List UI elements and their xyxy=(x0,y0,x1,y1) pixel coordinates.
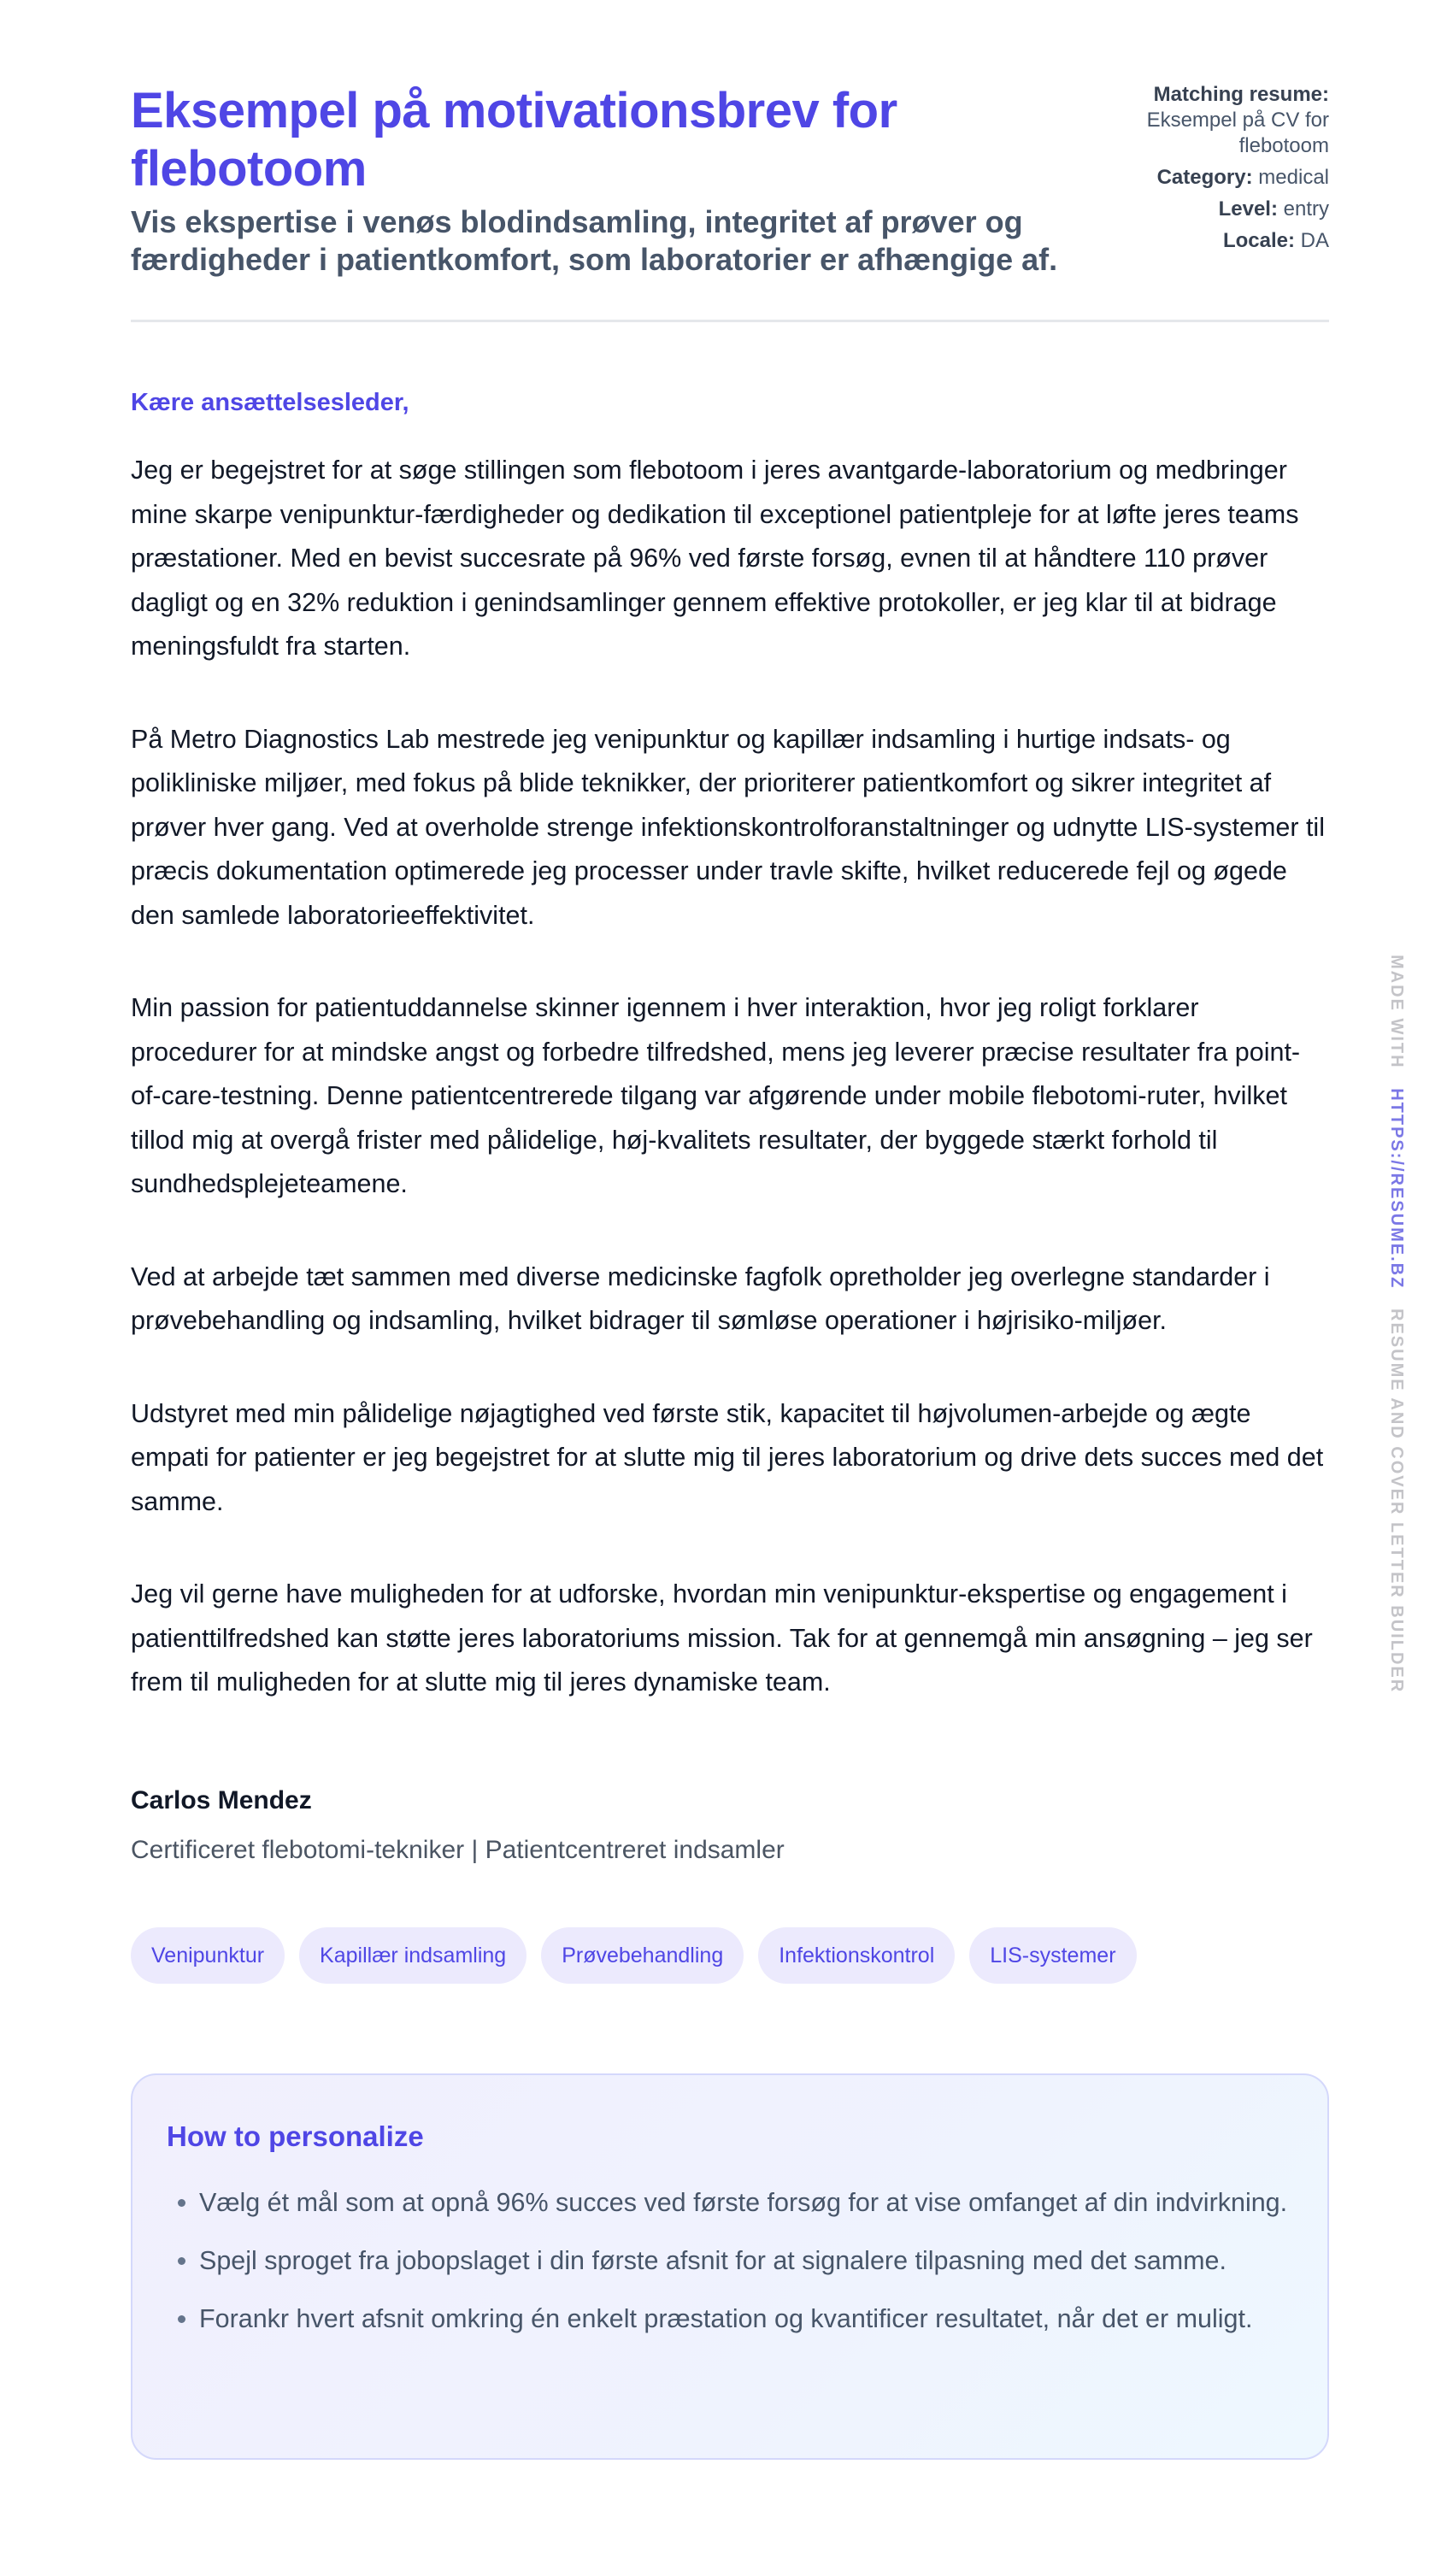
watermark-link[interactable]: HTTPS://RESUME.BZ xyxy=(1387,1088,1406,1290)
meta-locale xyxy=(1073,228,1329,254)
meta-matching-resume xyxy=(1073,82,1329,159)
skill-chips xyxy=(131,1927,1329,1984)
page-subtitle: Vis ekspertise i venøs blodindsamling, integritet af prøver og færdigheder i patientkomfort, som laboratorier er afhængige af. xyxy=(131,204,1058,277)
personalize-tips-box xyxy=(131,2073,1329,2460)
letter-paragraph: Jeg vil gerne have muligheden for at udforske, hvordan min venipunktur-ekspertise og engagement i patienttilfredshed kan støtte jeres laboratoriums mission. Tak for at gennemgå min ansøgning – jeg ser frem til muligheden for at slutte mig til jeres dynamiske team. xyxy=(131,1579,1313,1697)
tip-item: • Spejl sproget fra jobopslaget i din første afsnit for at signalere tilpasning med det samme. xyxy=(199,2239,1293,2283)
signature-tagline: Certificeret flebotomi-tekniker | Patientcentreret indsamler xyxy=(131,1835,785,1864)
watermark-prefix: MADE WITH xyxy=(1387,955,1406,1069)
cover-letter-page xyxy=(131,82,1329,2460)
tip-item: • Vælg ét mål som at opnå 96% succes ved første forsøg for at vise omfanget af din indvirkning. xyxy=(199,2181,1293,2225)
meta-label: Category: xyxy=(1156,166,1253,189)
meta-label: Level: xyxy=(1218,197,1278,221)
letter-greeting: Kære ansættelsesleder, xyxy=(131,389,409,416)
tips-list xyxy=(167,2181,1293,2341)
page-header xyxy=(131,82,1329,279)
letter-paragraph: Ved at arbejde tæt sammen med diverse medicinske fagfolk opretholder jeg overlegne standarder i prøvebehandling og indsamling, hvilket bidrager til sømløse operationer i højrisiko-miljøer. xyxy=(131,1262,1270,1335)
letter-paragraph: Min passion for patientuddannelse skinner igennem i hver interaktion, hvor jeg roligt forklarer procedurer for at mindske angst og forbedre tilfredshed, mens jeg leverer præcise resultater fra point-of-care-testning. Denne patientcentrerede tilgang var afgørende under mobile flebotomi-ruter, hvilket tillod mig at overgå frister med pålidelige, høj-kvalitets resultater, der byggede stærkt forhold til sundhedsplejeteamene. xyxy=(131,993,1301,1198)
meta-value: DA xyxy=(1300,229,1329,252)
letter-paragraph: Jeg er begejstret for at søge stillingen som flebotoom i jeres avantgarde-laboratorium og medbringer mine skarpe venipunktur-færdigheder og dedikation til exceptionel patientpleje for at løfte jeres teams præstationer. Med en bevist succesrate på 96% ved første forsøg, evnen til at håndtere 110 prøver dagligt og en 32% reduktion i genindsamlinger gennem effektive protokoller, er jeg klar til at bidrage meningsfuldt fra starten. xyxy=(131,456,1299,661)
meta-panel xyxy=(1073,82,1329,260)
meta-value: entry xyxy=(1283,197,1329,221)
tips-title: How to personalize xyxy=(167,2120,424,2152)
header-divider xyxy=(131,320,1329,322)
watermark-suffix: RESUME AND COVER LETTER BUILDER xyxy=(1387,1309,1406,1694)
skill-chip: Venipunktur xyxy=(131,1927,285,1984)
header-titles xyxy=(131,82,1062,279)
letter-paragraph: Udstyret med min pålidelige nøjagtighed ved første stik, kapacitet til højvolumen-arbejde og ægte empati for patienter er jeg begejstret for at slutte mig til jeres laboratorium og drive dets succes med det samme. xyxy=(131,1398,1324,1516)
meta-label: Matching resume: xyxy=(1153,83,1329,106)
skill-chip: Prøvebehandling xyxy=(541,1927,744,1984)
matching-resume-link[interactable]: Eksempel på CV for flebotoom xyxy=(1146,109,1329,157)
tip-item: • Forankr hvert afsnit omkring én enkelt præstation og kvantificer resultatet, når det er muligt. xyxy=(199,2297,1293,2341)
meta-value: medical xyxy=(1258,166,1329,189)
meta-category xyxy=(1073,165,1329,191)
skill-chip: LIS-systemer xyxy=(969,1927,1136,1984)
made-with-watermark xyxy=(1381,955,1412,1694)
meta-level xyxy=(1073,197,1329,222)
skill-chip: Infektionskontrol xyxy=(758,1927,955,1984)
skill-chip: Kapillær indsamling xyxy=(299,1927,526,1984)
signature-name: Carlos Mendez xyxy=(131,1785,312,1814)
page-title: Eksempel på motivationsbrev for flebotoom xyxy=(131,83,897,197)
letter-paragraph: På Metro Diagnostics Lab mestrede jeg venipunktur og kapillær indsamling i hurtige indsats- og polikliniske miljøer, med fokus på blide teknikker, der prioriterer patientkomfort og sikrer integritet af prøver hver gang. Ved at overholde strenge infektionskontrolforanstaltninger og udnytte LIS-systemer til præcis dokumentation optimerede jeg processer under travle skifte, hvilket reducerede fejl og øgede den samlede laboratorieeffektivitet. xyxy=(131,724,1325,930)
meta-label: Locale: xyxy=(1222,229,1295,252)
